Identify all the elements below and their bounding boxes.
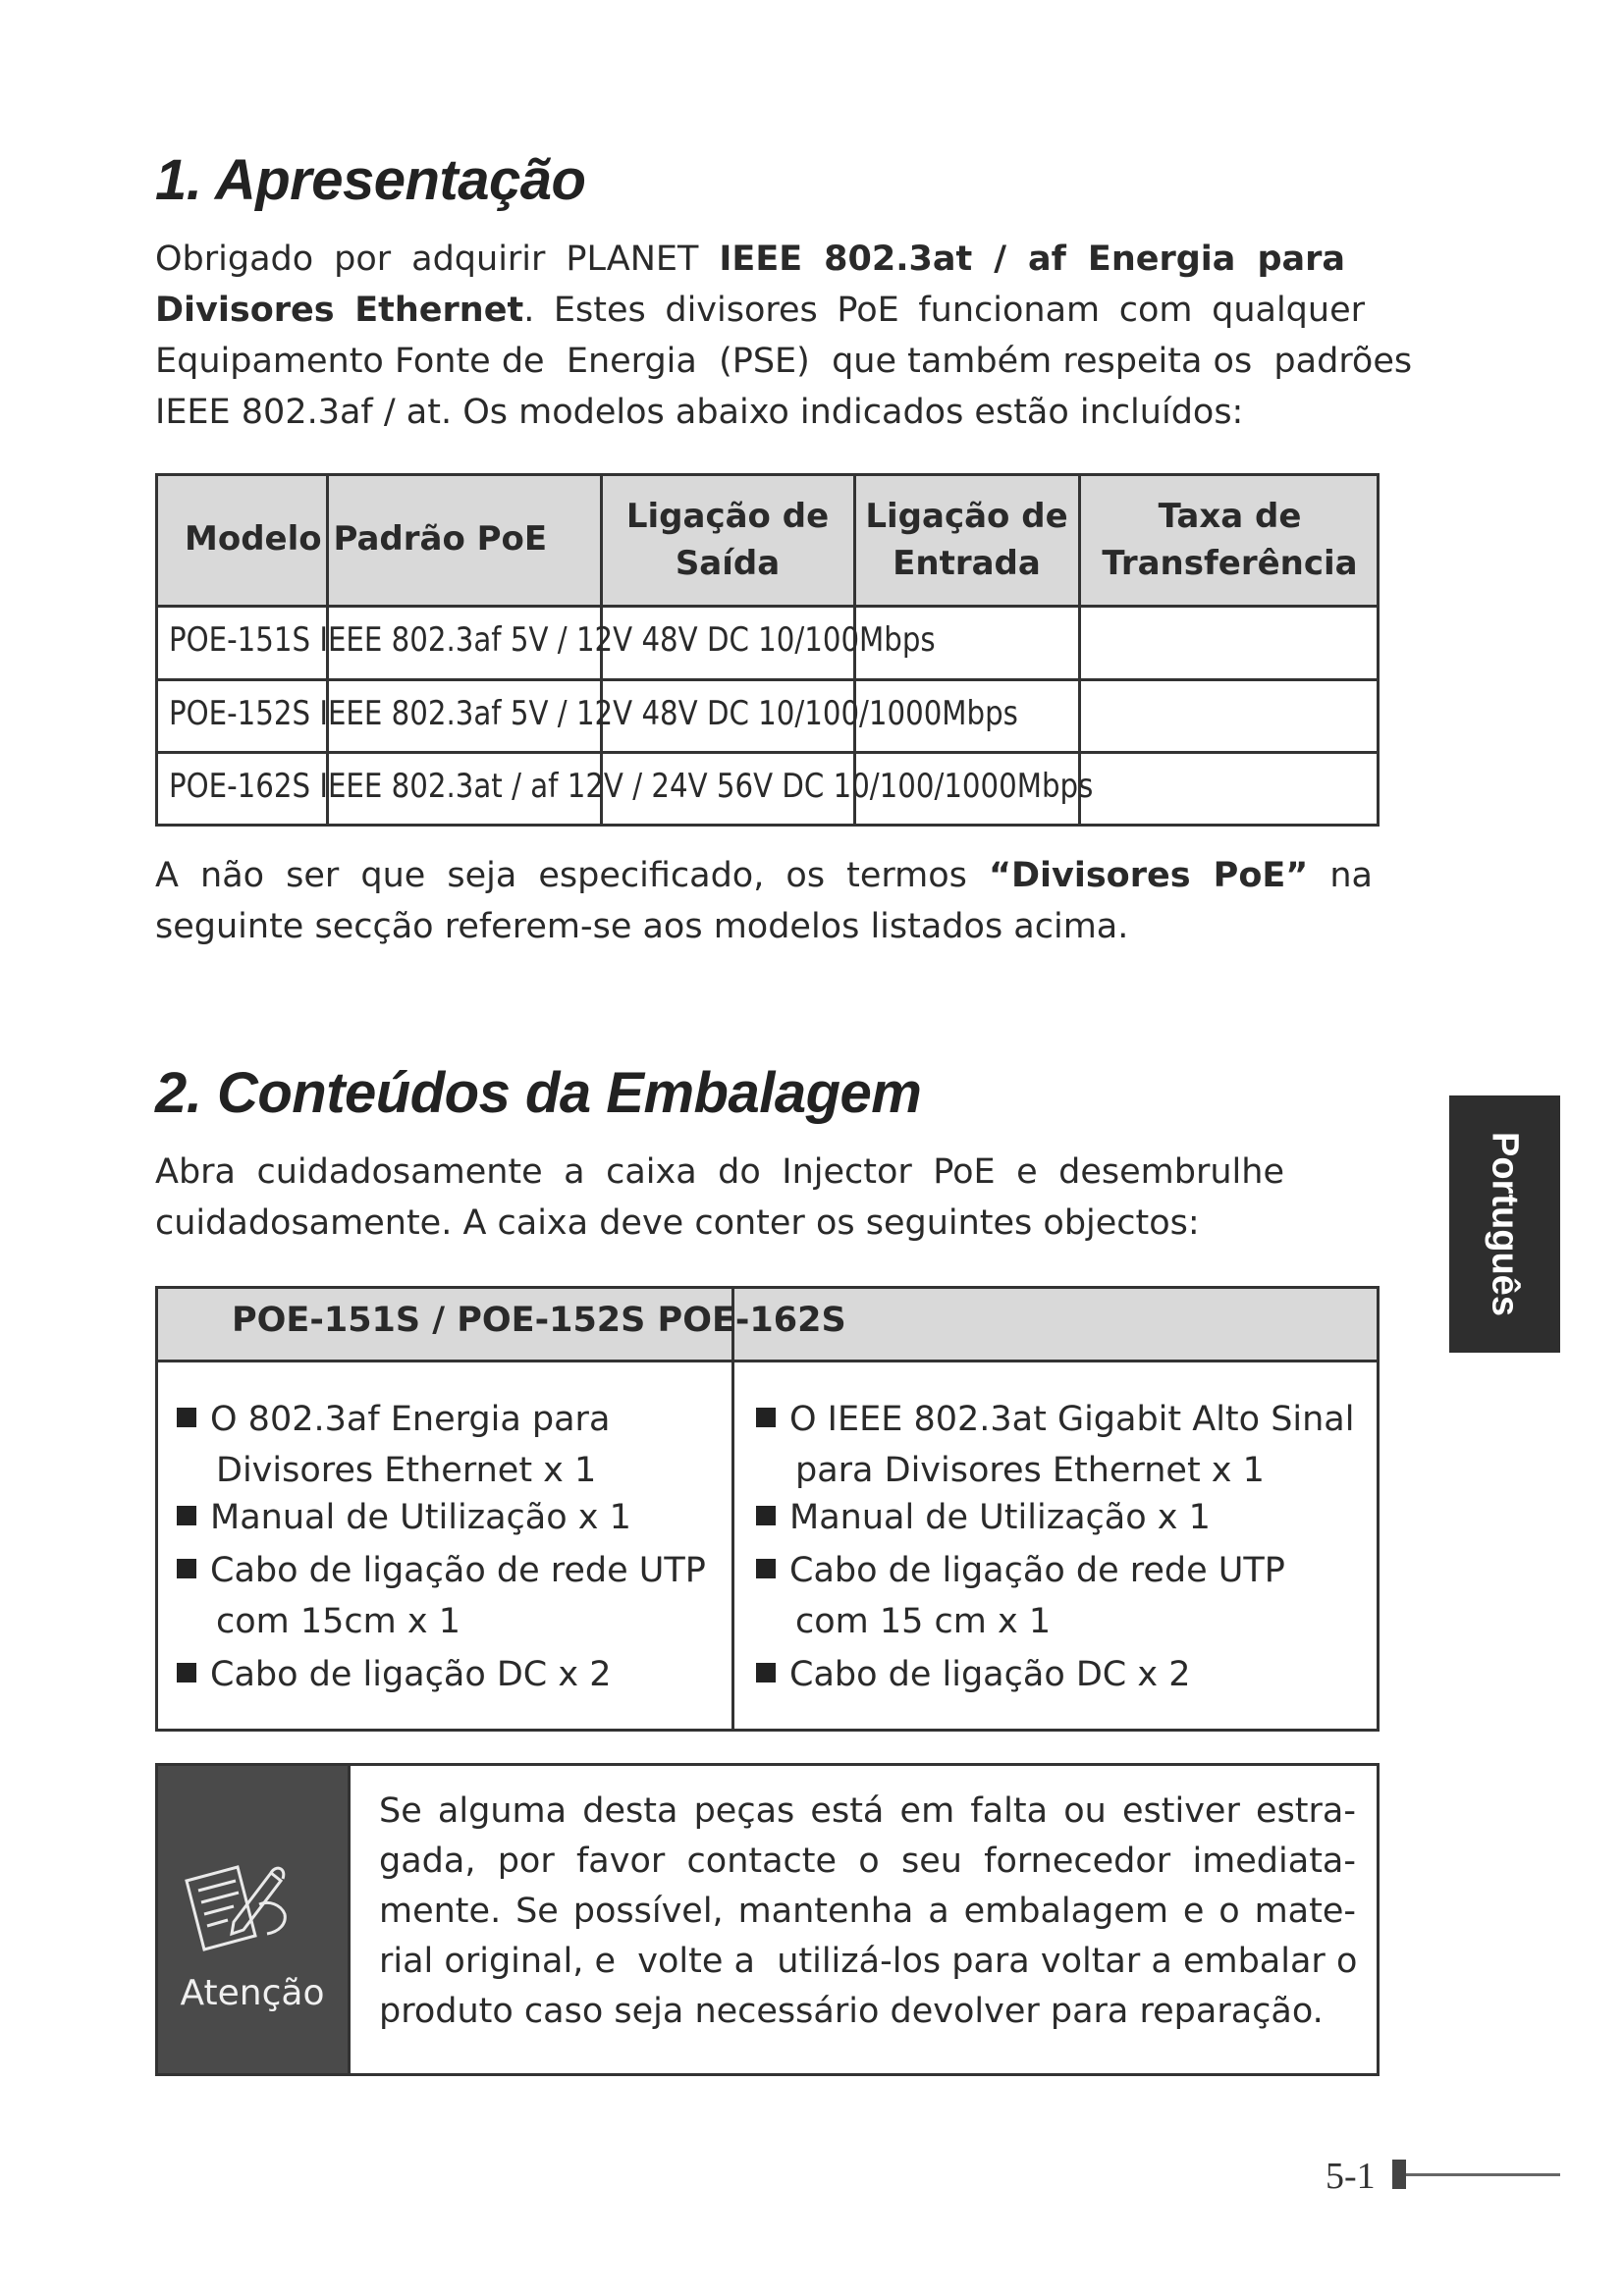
intro-line-2: Divisores Ethernet. Estes divisores PoE funcionam com qualquer: [155, 291, 1365, 330]
section-1-title: 1. Apresentação: [155, 148, 586, 212]
header-rate: Taxa de Transferência: [1102, 497, 1358, 583]
page-rule: [1406, 2173, 1560, 2176]
attention-text: Se alguma desta peças está em falta ou estiver estra- gada, por favor contacte o seu fornecedor imediata- mente. Se possível, mantenha a embalagem e o mate- rial original, e volte a utilizá-los para voltar a embalar o produto caso seja necessário devolver para reparação.: [379, 1791, 1358, 2031]
table-row-poe-162s: POE-162S IEEE 802.3at / af 12V / 24V 56V DC 10/100/1000Mbps: [169, 767, 1094, 806]
list-item: Cabo de ligação DC x 2: [177, 1649, 727, 1700]
contents-right-list: O IEEE 802.3at Gigabit Alto Sinal para Divisores Ethernet x 1 Manual de Utilização x 1 Cabo de ligação de rede UTP com 15 cm x 1 Cabo de ligação DC x 2: [756, 1394, 1375, 1700]
language-side-tab: [1449, 1095, 1560, 1353]
intro-line-3: Equipamento Fonte de Energia (PSE) que também respeita os padrões: [155, 342, 1413, 381]
attention-box: [155, 1763, 1380, 2076]
list-item: Manual de Utilização x 1: [756, 1492, 1375, 1543]
attention-label: Atenção: [180, 1973, 325, 2013]
page-marker: [1392, 2160, 1406, 2189]
table-row-poe-152s: POE-152S IEEE 802.3af 5V / 12V 48V DC 10/100/1000Mbps: [169, 694, 1018, 733]
list-item: Cabo de ligação de rede UTP: [756, 1545, 1375, 1596]
list-item: O 802.3af Energia para: [177, 1394, 727, 1445]
page-number: 5-1: [1326, 2156, 1376, 2197]
list-item: Cabo de ligação de rede UTP: [177, 1545, 727, 1596]
contents-left-list: O 802.3af Energia para Divisores Ethernet x 1 Manual de Utilização x 1 Cabo de ligação de rede UTP com 15cm x 1 Cabo de ligação DC x 2: [177, 1394, 727, 1700]
section-2-title: 2. Conteúdos da Embalagem: [155, 1061, 922, 1125]
header-input: Ligação de Entrada: [865, 497, 1068, 583]
intro-line-4: IEEE 802.3af / at. Os modelos abaixo indicados estão incluídos:: [155, 393, 1244, 432]
section-2-intro: Abra cuidadosamente a caixa do Injector PoE e desembrulhe cuidadosamente. A caixa deve conter os seguintes objectos:: [155, 1152, 1284, 1243]
side-tab-label: Português: [1484, 1132, 1526, 1316]
note-pencil-icon: [177, 1853, 295, 1961]
list-item: Cabo de ligação DC x 2: [756, 1649, 1375, 1700]
models-table: [155, 473, 1380, 827]
contents-header: POE-151S / POE-152S POE-162S: [232, 1301, 846, 1340]
contents-table: [155, 1286, 1380, 1732]
intro-line-1: Obrigado por adquirir PLANET IEEE 802.3at / af Energia para: [155, 240, 1346, 279]
header-model-standard: Modelo Padrão PoE: [185, 519, 548, 559]
header-output: Ligação de Saída: [625, 497, 830, 583]
list-item: Manual de Utilização x 1: [177, 1492, 727, 1543]
models-note: A não ser que seja especificado, os termos “Divisores PoE” na seguinte secção referem-se aos modelos listados acima.: [155, 856, 1373, 946]
intro-paragraph: [155, 234, 1413, 438]
list-item: O IEEE 802.3at Gigabit Alto Sinal: [756, 1394, 1375, 1445]
table-row-poe-151s: POE-151S IEEE 802.3af 5V / 12V 48V DC 10/100Mbps: [169, 620, 936, 660]
